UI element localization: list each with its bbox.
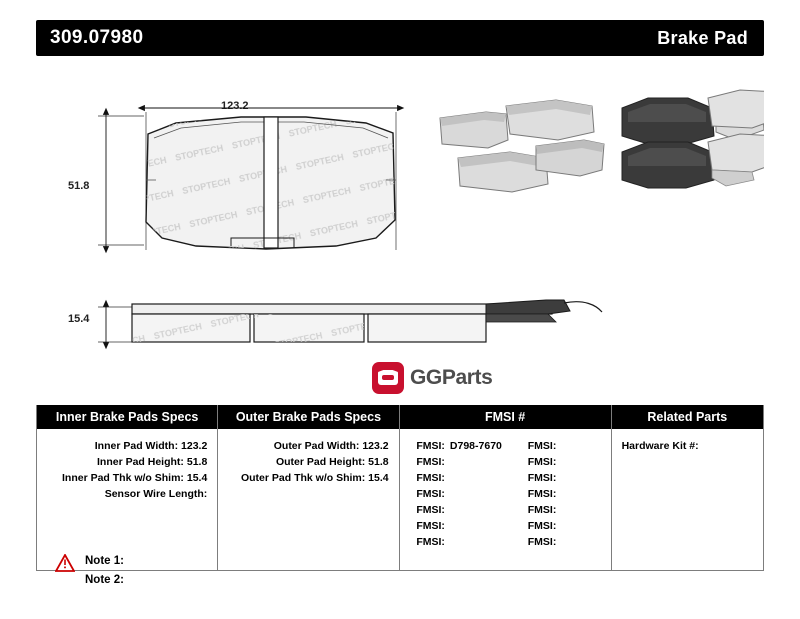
pad-set-photo-left bbox=[440, 100, 604, 192]
fmsi-label: FMSI: bbox=[416, 440, 445, 452]
fmsi-header: FMSI # bbox=[400, 405, 611, 429]
spec-label: Sensor Wire Length: bbox=[104, 488, 208, 500]
fmsi-value bbox=[556, 454, 610, 470]
fmsi-label: FMSI: bbox=[416, 520, 445, 532]
brand-name: GGParts bbox=[410, 366, 493, 389]
note-lines bbox=[85, 552, 124, 590]
pad-set-photo-right bbox=[622, 90, 764, 188]
fmsi-value bbox=[556, 534, 610, 550]
fmsi-value bbox=[556, 470, 610, 486]
note-1: Note 1: bbox=[85, 555, 124, 567]
spec-label: Inner Pad Width: bbox=[94, 440, 179, 452]
outer-specs-column bbox=[218, 405, 399, 570]
table-row bbox=[400, 438, 611, 454]
fmsi-value: D798-7670 bbox=[449, 440, 502, 452]
fmsi-label: FMSI: bbox=[416, 504, 445, 516]
fmsi-label: FMSI: bbox=[527, 472, 557, 484]
spec-label: Outer Pad Thk w/o Shim: bbox=[240, 472, 366, 484]
outer-specs-body bbox=[218, 429, 398, 570]
spec-value: 15.4 bbox=[368, 472, 389, 484]
notes-section bbox=[55, 552, 124, 590]
table-row bbox=[37, 438, 217, 454]
spec-label: Outer Pad Height: bbox=[275, 456, 366, 468]
dimension-width-label: 123.2 bbox=[221, 100, 249, 112]
fmsi-label: FMSI: bbox=[416, 456, 445, 468]
inner-specs-column bbox=[37, 405, 218, 570]
table-row bbox=[218, 438, 398, 454]
related-parts-header: Related Parts bbox=[612, 405, 763, 429]
drawing-area bbox=[36, 70, 764, 389]
part-number: 309.07980 bbox=[50, 27, 144, 48]
fmsi-label: FMSI: bbox=[527, 520, 557, 532]
table-row bbox=[37, 470, 217, 486]
table-row bbox=[400, 518, 611, 534]
fmsi-label: FMSI: bbox=[416, 536, 445, 548]
note-2: Note 2: bbox=[85, 574, 124, 586]
ggparts-cat-logo-icon bbox=[372, 362, 404, 394]
table-row bbox=[400, 486, 611, 502]
fmsi-label: FMSI: bbox=[527, 440, 557, 452]
part-type-title: Brake Pad bbox=[657, 28, 748, 48]
fmsi-value bbox=[445, 518, 511, 534]
related-parts-body bbox=[612, 429, 763, 468]
specs-table bbox=[36, 405, 764, 571]
fmsi-label: FMSI: bbox=[527, 456, 557, 468]
spec-label: Inner Pad Thk w/o Shim: bbox=[62, 472, 184, 484]
fmsi-label: FMSI: bbox=[527, 536, 557, 548]
spec-label: Inner Pad Height: bbox=[97, 456, 184, 468]
fmsi-label: FMSI: bbox=[416, 488, 445, 500]
fmsi-label: FMSI: bbox=[416, 472, 445, 484]
outer-specs-header: Outer Brake Pads Specs bbox=[218, 405, 398, 429]
table-row bbox=[400, 502, 611, 518]
table-row bbox=[400, 534, 611, 550]
fmsi-body bbox=[400, 429, 611, 564]
table-row bbox=[400, 454, 611, 470]
fmsi-value bbox=[445, 470, 511, 486]
fmsi-value bbox=[556, 502, 610, 518]
fmsi-value bbox=[445, 502, 511, 518]
brake-pad-technical-drawing bbox=[36, 70, 764, 380]
spec-value: 15.4 bbox=[186, 472, 208, 484]
table-row bbox=[37, 454, 217, 470]
table-row bbox=[37, 486, 217, 502]
table-row bbox=[400, 470, 611, 486]
warning-triangle-icon bbox=[55, 554, 75, 572]
dimension-height-label: 51.8 bbox=[68, 180, 90, 192]
fmsi-value bbox=[556, 518, 610, 534]
fmsi-column bbox=[400, 405, 612, 570]
spec-value: 51.8 bbox=[368, 456, 389, 468]
table-row bbox=[218, 470, 398, 486]
table-row: Hardware Kit #: bbox=[621, 440, 699, 452]
spec-value: 51.8 bbox=[186, 456, 208, 468]
fmsi-label: FMSI: bbox=[527, 488, 557, 500]
spec-value: 123.2 bbox=[362, 440, 389, 452]
inner-specs-body bbox=[37, 429, 217, 570]
dimension-thickness-label: 15.4 bbox=[68, 313, 90, 325]
inner-specs-header: Inner Brake Pads Specs bbox=[37, 405, 217, 429]
fmsi-value bbox=[445, 454, 511, 470]
fmsi-value bbox=[445, 534, 511, 550]
fmsi-value bbox=[445, 486, 511, 502]
spec-label: Outer Pad Width: bbox=[273, 440, 360, 452]
spec-value: 123.2 bbox=[181, 440, 208, 452]
header-bar bbox=[36, 20, 764, 56]
fmsi-value bbox=[556, 486, 610, 502]
table-row bbox=[218, 454, 398, 470]
brand-watermark bbox=[372, 358, 512, 398]
related-parts-column bbox=[612, 405, 763, 570]
fmsi-value bbox=[556, 438, 610, 454]
fmsi-label: FMSI: bbox=[527, 504, 557, 516]
